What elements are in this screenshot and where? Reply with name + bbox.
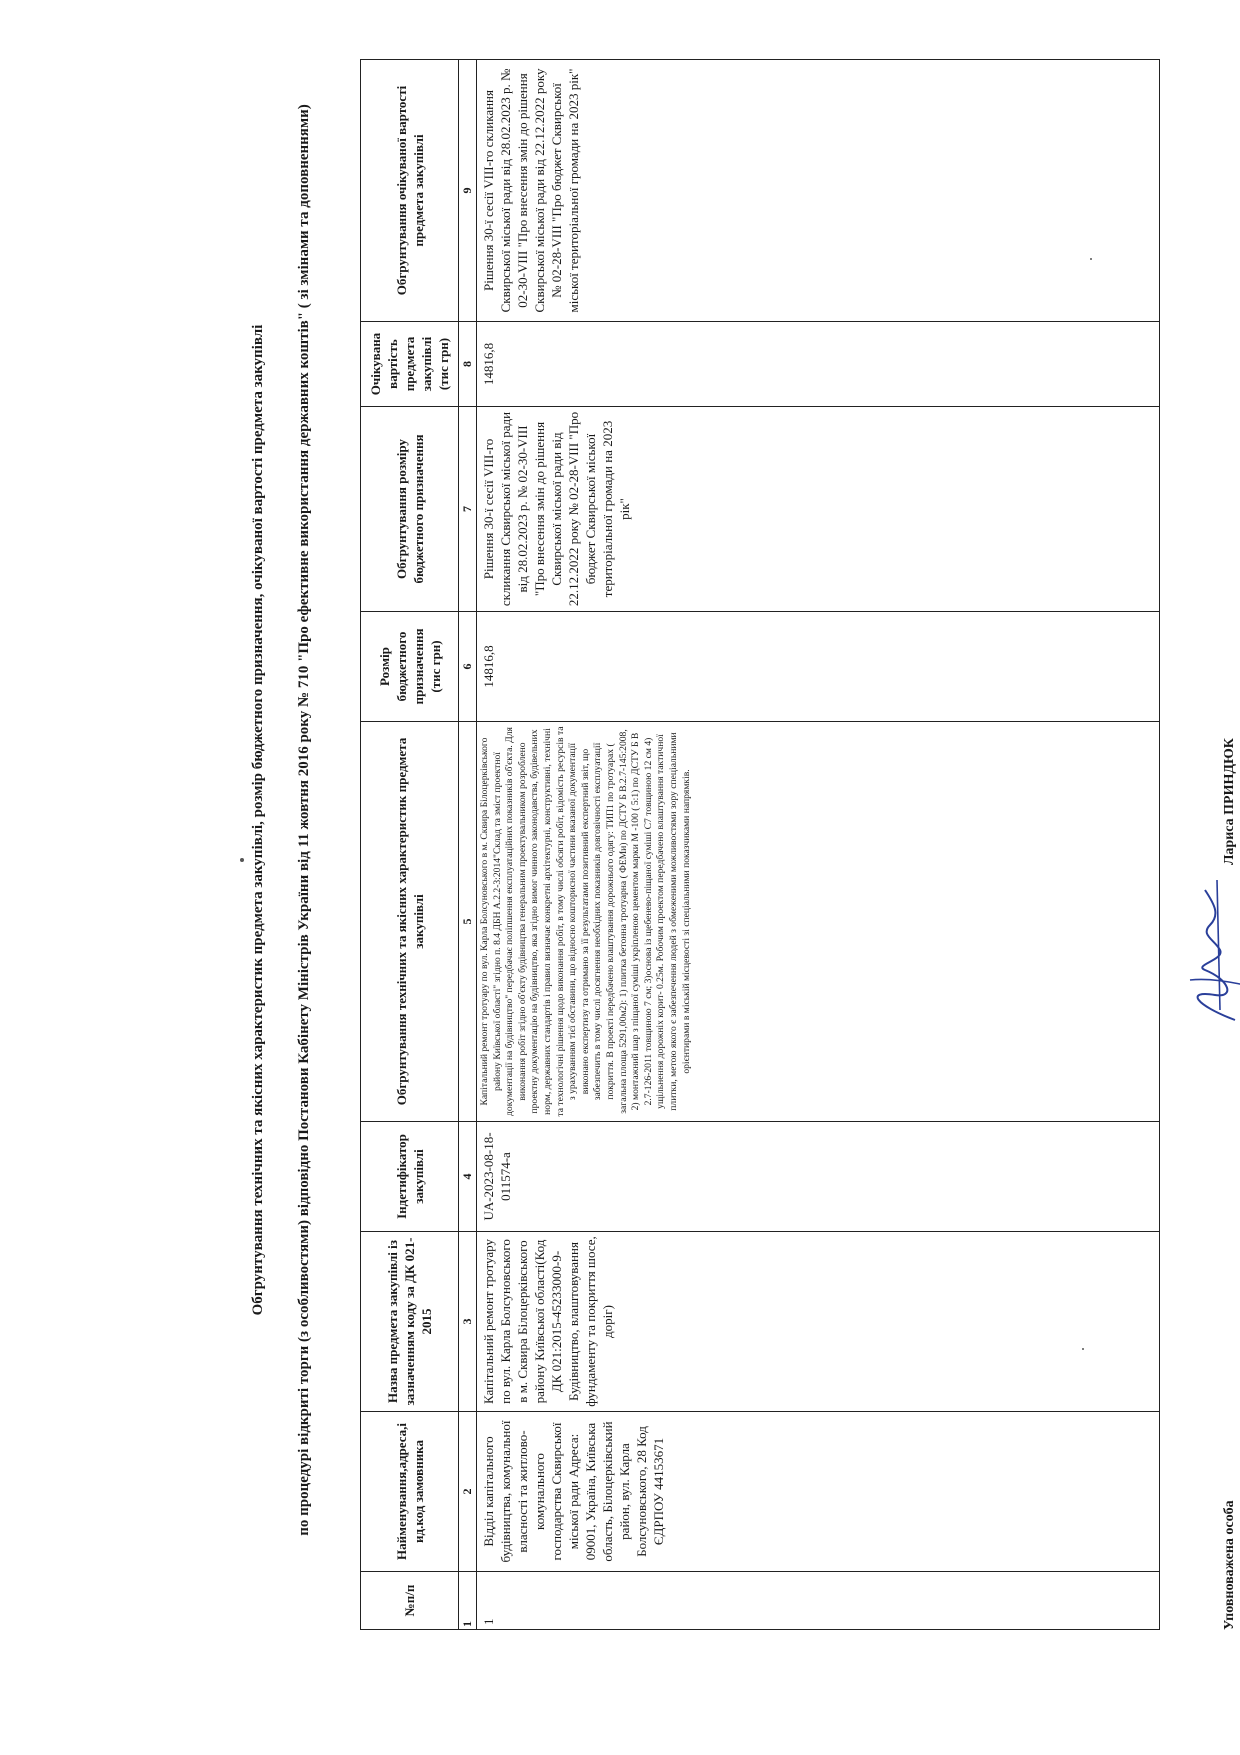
column-number: 9 bbox=[459, 60, 477, 322]
identifier-cell: UA-2023-08-18-011574-a bbox=[477, 1122, 1160, 1232]
cost-justification-cell: Рішення 30-ї сесії VIII-го скликання Сквирської міської ради від 28.02.2023 р. № 02-30-VIII "Про внесення змін до рішення Сквирської міської ради від 22.12.2022 року № 02-28-VIII "Про бюджет Сквирської міської територіальної громади на 2023 рік" bbox=[477, 60, 1160, 322]
column-number: 6 bbox=[459, 612, 477, 722]
header-cell: Обгрунтування очікуваної вартості предмета закупівлі bbox=[361, 60, 459, 322]
document-subtitle: по процедурі відкриті торги (з особливостями) відповідно Постанови Кабінету Міністрів України від 11 жовтня 2016 року № 710 "Про ефективне використання державних коштів" ( зі змінами та доповненнями) bbox=[296, 104, 312, 1536]
budget-cell: 14816,8 bbox=[477, 612, 1160, 722]
header-cell: Назва предмета закупівлі із зазначенням коду за ДК 021-2015 bbox=[361, 1232, 459, 1412]
header-cell: Найменування,адреса,і ид.код замовника bbox=[361, 1412, 459, 1572]
column-number: 4 bbox=[459, 1122, 477, 1232]
header-cell: №п/п bbox=[361, 1572, 459, 1630]
column-number: 5 bbox=[459, 722, 477, 1122]
column-number: 7 bbox=[459, 407, 477, 612]
header-cell: Індетифікатор закупівлі bbox=[361, 1122, 459, 1232]
header-cell: Розмір бюджетного призначення (тис грн) bbox=[361, 612, 459, 722]
signature-block bbox=[1210, 0, 1240, 1660]
column-number: 2 bbox=[459, 1412, 477, 1572]
table-row bbox=[477, 60, 1160, 1630]
subject-cell: Капітальний ремонт тротуару по вул. Карла Болсуновського в м. Сквира Білоцерківського району Київської області(Код ДК 021:2015-45233000-9- Будівництво, влаштовування фундаменту та покриття шосе, доріг) bbox=[477, 1232, 1160, 1412]
header-cell: Очікувана вартість предмета закупівлі (тис грн) bbox=[361, 322, 459, 407]
document-title: Обгрунтування технічних та якісних характеристик предмета закупівлі, розмір бюджетного призначення, очікуваної вартості предмета закупівлі bbox=[250, 324, 266, 1316]
customer-cell: Відділ капітального будівництва, комунальної власності та житлово-комунального господарства Сквирської міської ради Адреса: 09001, Україна, Київська область, Білоцерківський район, вул. Карла Болсуновського, 28 Код ЄДРПОУ 44153671 bbox=[477, 1412, 1160, 1572]
header-cell: Обгрунтування технічних та якісних характеристик предмета закупівлі bbox=[361, 722, 459, 1122]
column-number: 3 bbox=[459, 1232, 477, 1412]
header-cell: Обгрунтування розміру бюджетного призначення bbox=[361, 407, 459, 612]
column-number: 8 bbox=[459, 322, 477, 407]
column-number: 1 bbox=[459, 1572, 477, 1630]
column-number-row bbox=[459, 60, 477, 1630]
handwritten-signature bbox=[1175, 860, 1240, 1040]
signatory-name: Лариса ПРИНДЮК bbox=[1222, 738, 1237, 865]
budget-justification-cell: Рішення 30-ї сесії VIII-го скликання Сквирської міської ради від 28.02.2023 р. № 02-30-VIII "Про внесення змін до рішення Сквирської міської ради від 22.12.2022 року № 02-28-VIII "Про бюджет Сквирської міської територіальної громади на 2023 рік" bbox=[477, 407, 1160, 612]
row-number: 1 bbox=[477, 1572, 1160, 1630]
signatory-label: Уповноважена особа bbox=[1222, 1500, 1237, 1630]
document-sheet bbox=[250, 0, 1240, 1660]
procurement-table bbox=[360, 59, 1160, 1630]
header-row bbox=[361, 60, 459, 1630]
expected-cost-cell: 14816,8 bbox=[477, 322, 1160, 407]
technical-justification-cell: Капітальний ремонт тротуару по вул. Карла Болсуновського в м. Сквира Білоцерківського району Київської області" згідно п. 8.4 ДБН А.2.2-3:2014"Склад та зміст проектної документації на будівництво" передбачає поліпшення експлуатаційних показників об'єкта. Для виконання робіт згідно об'єкту будівництва генеральним проектувальником розроблено проектну документацію на будівництво, яка згідно вимог чинного законодавства, будівельних норм, державних стандартів і правил визначає конкретні архітектурні, конструктивні, технічні та технологічні рішення щодо виконання робіт, в тому числі обсяги робіт, відомість ресурсів та з урахуванням тієї обставини, що вiдносно кошторисної частини вказаної документації виконано експертизу та отримано за її результатами позитивний експертний звіт, що забезпечить в тому числі досягнення необхідних показників довговічності експлуатації покриття. В проекті передбачено влаштування дорожнього одягу: ТИП1 по тротуарах ( загальна площа 5291,00м2): 1) плитка бетонна тротуарна ( ФЕМи) по ДСТУ Б В.2.7-145:2008, 2) монтажний шар з піщаної суміші укріпленою цементом марки М -100 ( 5:1) по ДСТУ Б В 2.7-126-2011 товщиною 7 см; 3)основа із щебенево-піщаної суміші С7 товщиною 12 см 4) ущільнення дорожніх корит- 0.25м. Робочим проектом передбачено влаштування тактичної плитки, метою якого є забезпечення людей з обмеженими можливостями зору спеціальними орієнтирами в міській місцевості зі спеціальними показчиками напрямків. bbox=[477, 722, 1160, 1122]
scan-speck bbox=[240, 858, 244, 862]
